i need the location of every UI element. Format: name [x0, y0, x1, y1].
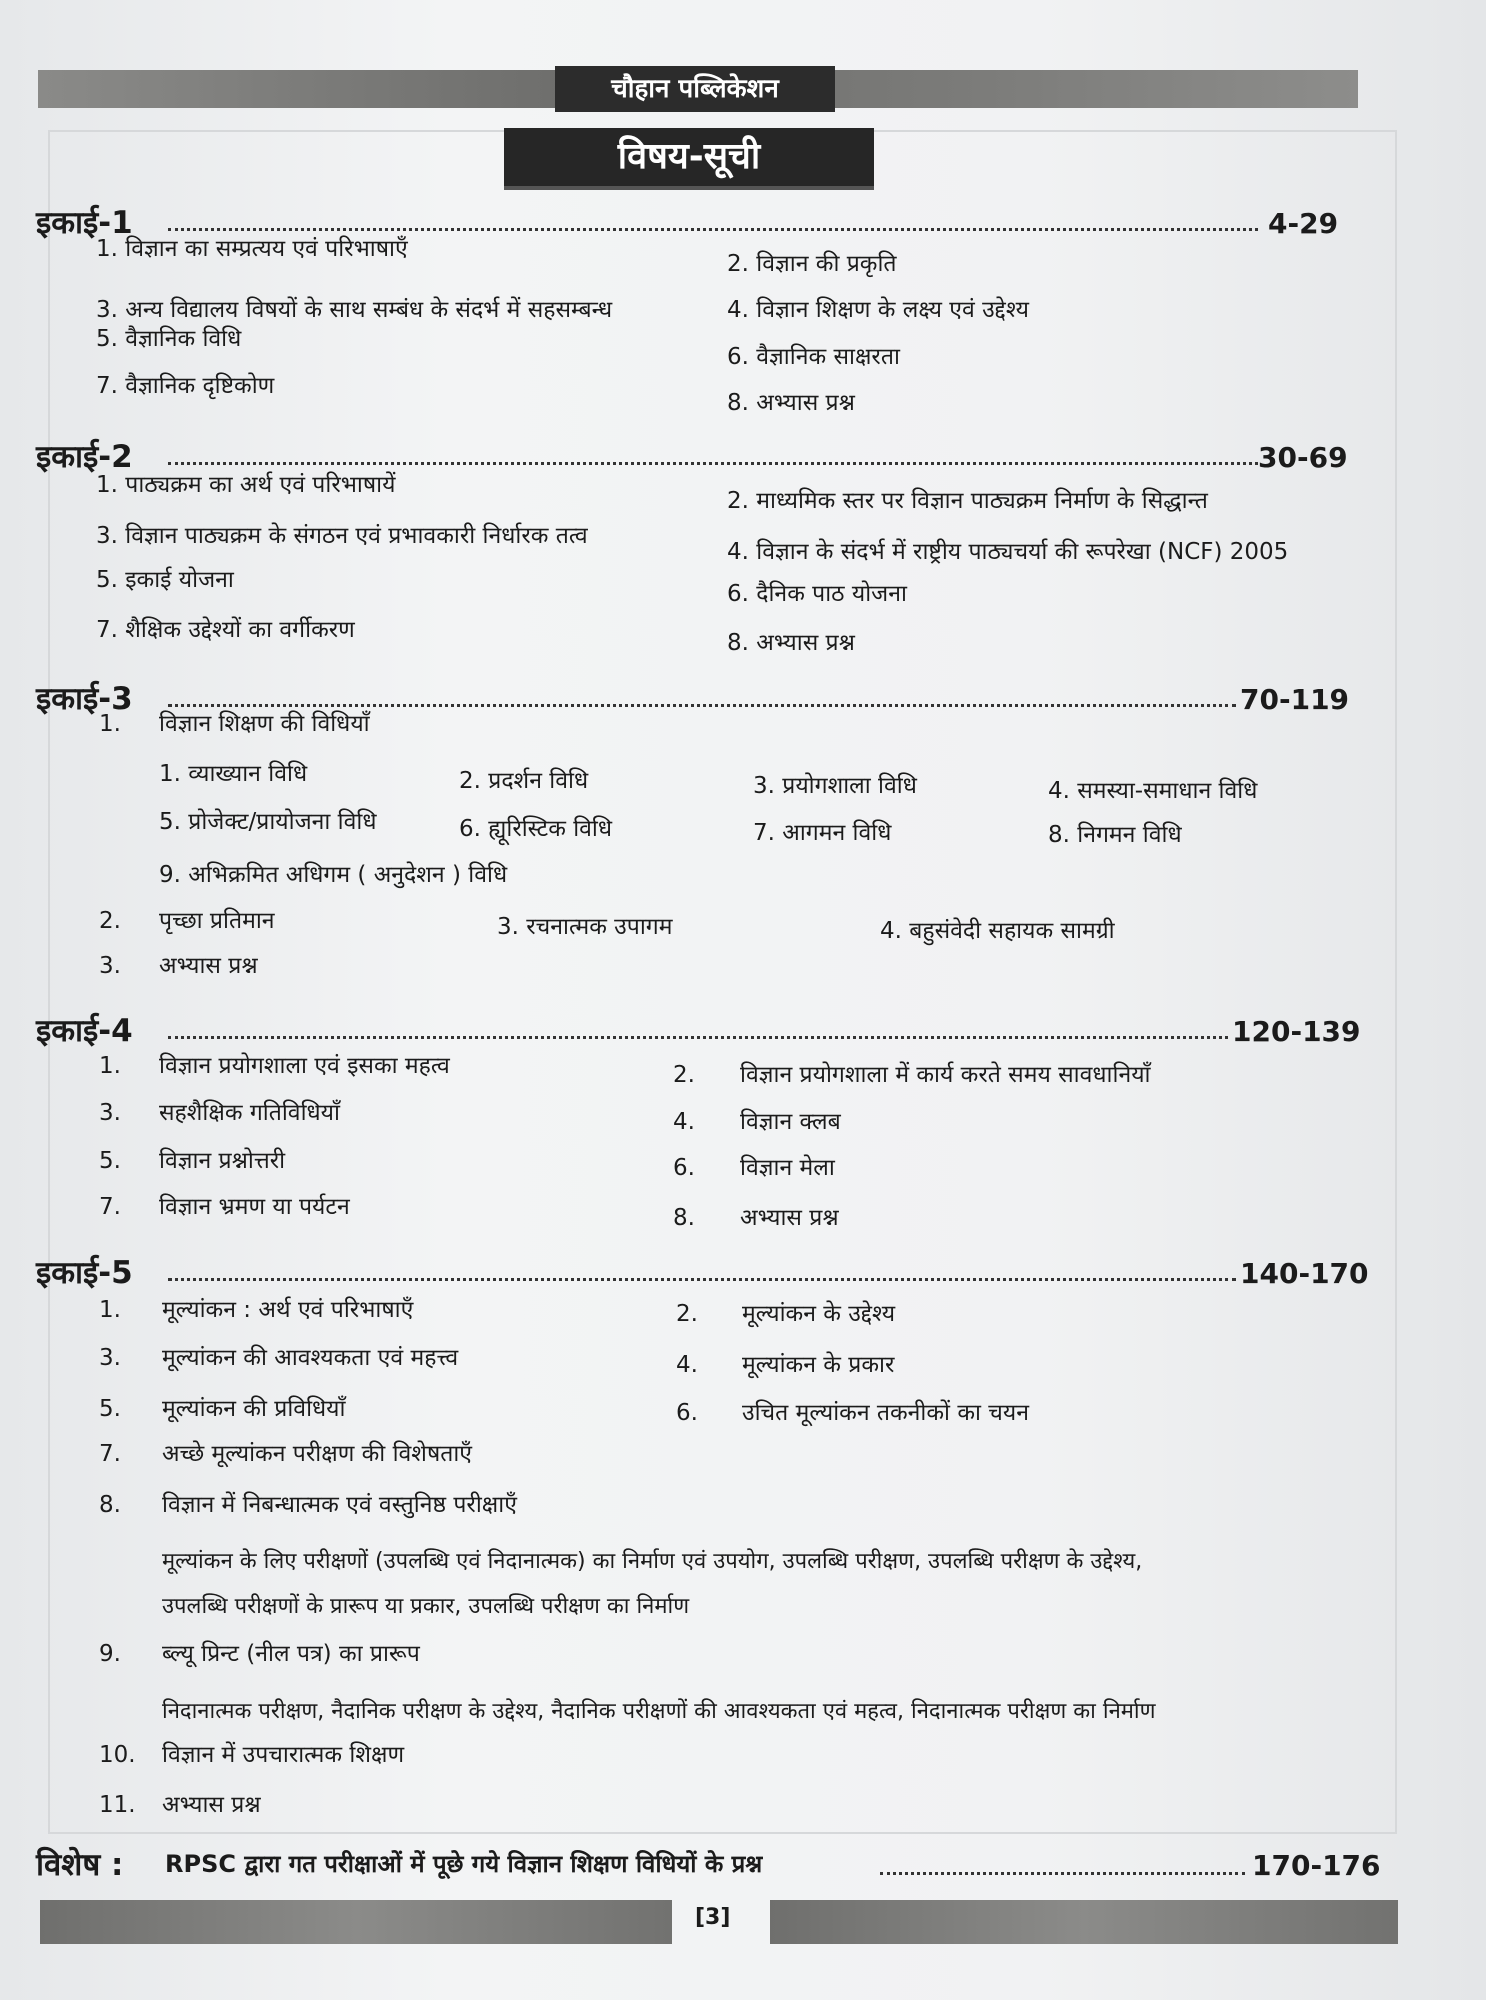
toc-item: विज्ञान शिक्षण की विधियाँ: [159, 711, 370, 737]
toc-number: 1.: [99, 1053, 121, 1079]
toc-number: 9.: [99, 1641, 121, 1667]
unit-3-label: इकाई-3: [36, 681, 133, 717]
unit-4-range: 120-139: [1232, 1015, 1361, 1048]
toc-item: 2. विज्ञान की प्रकृति: [727, 251, 897, 277]
toc-item: 7. वैज्ञानिक दृष्टिकोण: [96, 373, 275, 399]
toc-description: उपलब्धि परीक्षणों के प्रारूप या प्रकार, उपलब्धि परीक्षण का निर्माण: [162, 1594, 690, 1619]
toc-number: 6.: [673, 1155, 695, 1181]
toc-item: उचित मूल्यांकन तकनीकों का चयन: [742, 1400, 1029, 1426]
toc-subitem: 9. अभिक्रमित अधिगम ( अनुदेशन ) विधि: [159, 862, 508, 888]
footer-band-right: [770, 1900, 1398, 1944]
toc-item: विज्ञान प्रश्नोत्तरी: [159, 1148, 286, 1174]
toc-number: 4.: [673, 1109, 695, 1135]
toc-item: 1. विज्ञान का सम्प्रत्यय एवं परिभाषाएँ: [96, 236, 408, 262]
toc-item: मूल्यांकन के उद्देश्य: [742, 1301, 896, 1327]
toc-item: 3. अन्य विद्यालय विषयों के साथ सम्बंध के संदर्भ में सहसम्बन्ध: [96, 297, 613, 323]
toc-number: 5.: [99, 1396, 121, 1422]
toc-number: 7.: [99, 1194, 121, 1220]
toc-description: निदानात्मक परीक्षण, नैदानिक परीक्षण के उद्देश्य, नैदानिक परीक्षणों की आवश्यकता एवं महत्व, निदानात्मक परीक्षण का निर्माण: [162, 1699, 1156, 1724]
toc-item: 6. दैनिक पाठ योजना: [727, 581, 907, 607]
page-title: विषय-सूची: [504, 128, 874, 190]
toc-item: अच्छे मूल्यांकन परीक्षण की विशेषताएँ: [162, 1441, 473, 1467]
toc-subitem: 4. समस्या-समाधान विधि: [1048, 778, 1258, 804]
toc-number: 3.: [99, 1100, 121, 1126]
toc-item: विज्ञान में निबन्धात्मक एवं वस्तुनिष्ठ परीक्षाएँ: [162, 1492, 517, 1518]
toc-number: 6.: [676, 1400, 698, 1426]
toc-item: 7. शैक्षिक उद्देश्यों का वर्गीकरण: [96, 617, 355, 643]
leader-dots: [168, 228, 1258, 231]
unit-4-label: इकाई-4: [36, 1013, 133, 1049]
unit-1-label: इकाई-1: [36, 205, 133, 241]
toc-number: 8.: [99, 1492, 121, 1518]
toc-subitem: 2. प्रदर्शन विधि: [459, 768, 589, 794]
unit-1-range: 4-29: [1268, 207, 1339, 240]
toc-number: 5.: [99, 1148, 121, 1174]
unit-2-label: इकाई-2: [36, 439, 133, 475]
toc-number: 3.: [99, 953, 121, 979]
toc-number: 1.: [99, 711, 121, 737]
toc-description: मूल्यांकन के लिए परीक्षणों (उपलब्धि एवं निदानात्मक) का निर्माण एवं उपयोग, उपलब्धि परीक्षण, उपलब्धि परीक्षण के उद्देश्य,: [162, 1549, 1143, 1574]
unit-5-range: 140-170: [1240, 1257, 1369, 1290]
toc-number: 4.: [676, 1352, 698, 1378]
toc-number: 10.: [99, 1742, 136, 1768]
toc-item: अभ्यास प्रश्न: [740, 1205, 839, 1231]
leader-dots: [880, 1872, 1245, 1875]
toc-subitem: 1. व्याख्यान विधि: [159, 761, 308, 787]
leader-dots: [168, 1036, 1228, 1039]
toc-item: 5. वैज्ञानिक विधि: [96, 326, 242, 352]
leader-dots: [168, 1278, 1236, 1281]
toc-number: 2.: [673, 1062, 695, 1088]
toc-item: 1. पाठ्यक्रम का अर्थ एवं परिभाषायें: [96, 472, 396, 498]
toc-number: 7.: [99, 1441, 121, 1467]
leader-dots: [168, 462, 1258, 465]
toc-item: 6. वैज्ञानिक साक्षरता: [727, 344, 900, 370]
special-item: RPSC द्वारा गत परीक्षाओं में पूछे गये विज्ञान शिक्षण विधियों के प्रश्न: [165, 1850, 763, 1878]
toc-item: सहशैक्षिक गतिविधियाँ: [159, 1100, 340, 1126]
toc-number: 2.: [676, 1301, 698, 1327]
unit-3-range: 70-119: [1240, 683, 1350, 716]
toc-item: विज्ञान मेला: [740, 1155, 835, 1181]
toc-item: मूल्यांकन के प्रकार: [742, 1352, 895, 1378]
toc-item: 2. माध्यमिक स्तर पर विज्ञान पाठ्यक्रम निर्माण के सिद्धान्त: [727, 488, 1208, 514]
toc-subitem: 5. प्रोजेक्ट/प्रायोजना विधि: [159, 809, 377, 835]
toc-item: मूल्यांकन की आवश्यकता एवं महत्त्व: [162, 1345, 459, 1371]
toc-item: 8. अभ्यास प्रश्न: [727, 630, 855, 656]
publisher-name: चौहान पब्लिकेशन: [555, 66, 835, 112]
footer-band-left: [40, 1900, 672, 1944]
toc-item: विज्ञान में उपचारात्मक शिक्षण: [162, 1742, 405, 1768]
toc-number: 8.: [673, 1205, 695, 1231]
special-range: 170-176: [1252, 1849, 1381, 1882]
toc-item: 4. बहुसंवेदी सहायक सामग्री: [880, 918, 1115, 944]
toc-item: 3. रचनात्मक उपागम: [497, 914, 673, 940]
toc-item: 4. विज्ञान शिक्षण के लक्ष्य एवं उद्देश्य: [727, 297, 1029, 323]
toc-item: विज्ञान क्लब: [740, 1109, 841, 1135]
toc-number: 11.: [99, 1792, 136, 1818]
toc-item: 8. अभ्यास प्रश्न: [727, 390, 855, 416]
toc-subitem: 8. निगमन विधि: [1048, 822, 1182, 848]
toc-item: ब्ल्यू प्रिन्ट (नील पत्र) का प्रारूप: [162, 1641, 420, 1667]
toc-item: 3. विज्ञान पाठ्यक्रम के संगठन एवं प्रभावकारी निर्धारक तत्व: [96, 523, 588, 549]
toc-subitem: 6. ह्यूरिस्टिक विधि: [459, 816, 613, 842]
page-number: [3]: [695, 1905, 731, 1930]
toc-item: विज्ञान प्रयोगशाला में कार्य करते समय सावधानियाँ: [740, 1062, 1151, 1088]
toc-subitem: 7. आगमन विधि: [753, 820, 892, 846]
toc-item: मूल्यांकन की प्रविधियाँ: [162, 1396, 346, 1422]
toc-subitem: 3. प्रयोगशाला विधि: [753, 773, 917, 799]
special-label: विशेष :: [36, 1847, 124, 1883]
unit-5-label: इकाई-5: [36, 1255, 133, 1291]
toc-number: 1.: [99, 1297, 121, 1323]
toc-item: पृच्छा प्रतिमान: [159, 908, 275, 934]
toc-item: 5. इकाई योजना: [96, 567, 234, 593]
toc-number: 3.: [99, 1345, 121, 1371]
unit-2-range: 30-69: [1258, 441, 1348, 474]
toc-item: मूल्यांकन : अर्थ एवं परिभाषाएँ: [162, 1297, 414, 1323]
toc-item: विज्ञान प्रयोगशाला एवं इसका महत्व: [159, 1053, 450, 1079]
toc-item: विज्ञान भ्रमण या पर्यटन: [159, 1194, 350, 1220]
toc-item: अभ्यास प्रश्न: [162, 1792, 261, 1818]
leader-dots: [168, 704, 1236, 707]
toc-number: 2.: [99, 908, 121, 934]
toc-item: अभ्यास प्रश्न: [159, 953, 258, 979]
toc-item: 4. विज्ञान के संदर्भ में राष्ट्रीय पाठ्यचर्या की रूपरेखा (NCF) 2005: [727, 539, 1289, 565]
